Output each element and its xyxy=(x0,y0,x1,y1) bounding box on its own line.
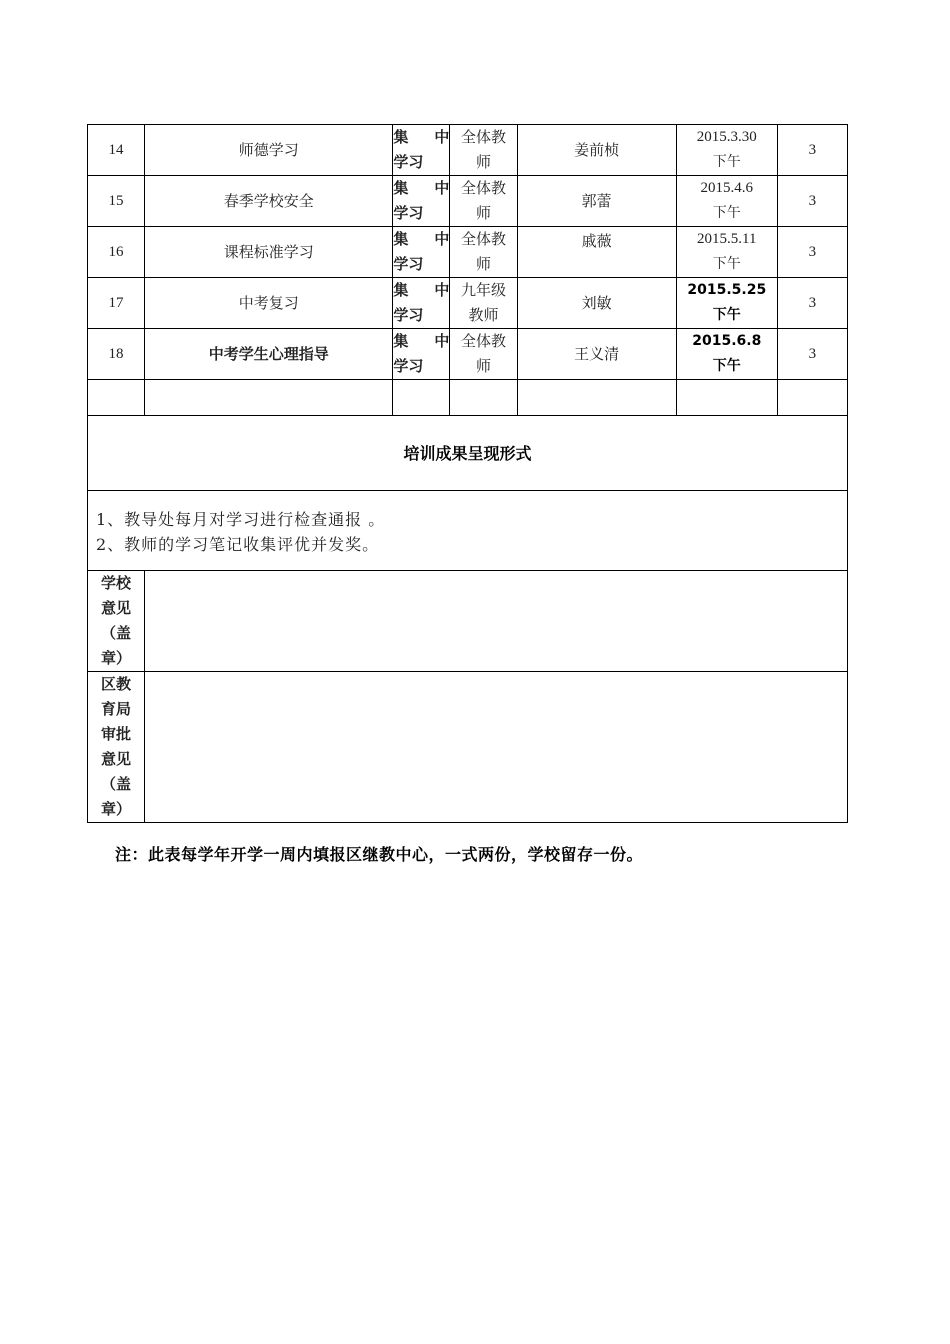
label-line: 章） xyxy=(101,800,132,818)
training-hours: 3 xyxy=(777,125,847,176)
date-line: 2015.3.30 xyxy=(696,129,757,145)
target-line: 全体教 xyxy=(460,230,506,248)
mode-line: 学习 xyxy=(393,306,424,324)
results-content-row xyxy=(88,491,848,571)
mode-line: 学习 xyxy=(393,204,424,222)
target-line: 全体教 xyxy=(460,332,506,350)
training-date xyxy=(676,176,777,227)
results-heading-row xyxy=(88,416,848,491)
training-hours: 3 xyxy=(777,176,847,227)
target-line: 九年级 xyxy=(460,281,506,299)
row-number: 15 xyxy=(88,176,145,227)
training-topic: 中考复习 xyxy=(145,278,393,329)
row-number: 16 xyxy=(88,227,145,278)
time-line: 下午 xyxy=(712,205,741,221)
empty-cell xyxy=(517,380,676,416)
training-mode xyxy=(393,125,450,176)
training-date xyxy=(676,329,777,380)
results-line: 1、教导处每月对学习进行检查通报 。 xyxy=(96,510,386,529)
table-row xyxy=(88,176,848,227)
empty-cell xyxy=(676,380,777,416)
lecturer: 姜前桢 xyxy=(517,125,676,176)
table-row xyxy=(88,227,848,278)
time-line: 下午 xyxy=(712,154,741,170)
training-topic: 师德学习 xyxy=(145,125,393,176)
target-audience xyxy=(450,125,517,176)
lecturer: 王义清 xyxy=(517,329,676,380)
mode-line: 学习 xyxy=(393,153,424,171)
bureau-opinion-field[interactable] xyxy=(145,672,848,823)
lecturer: 刘敏 xyxy=(517,278,676,329)
empty-cell xyxy=(145,380,393,416)
school-opinion-row xyxy=(88,571,848,672)
target-line: 师 xyxy=(475,153,491,171)
date-line: 2015.5.11 xyxy=(697,231,757,247)
label-line: 审批 xyxy=(101,725,132,743)
mode-line: 集 中 xyxy=(393,179,450,197)
training-hours: 3 xyxy=(777,329,847,380)
table-row xyxy=(88,125,848,176)
mode-line: 集 中 xyxy=(393,128,450,146)
training-topic: 中考学生心理指导 xyxy=(145,329,393,380)
mode-line: 集 中 xyxy=(393,230,450,248)
training-mode xyxy=(393,329,450,380)
target-audience xyxy=(450,176,517,227)
footer-note: 注：此表每学年开学一周内填报区继教中心，一式两份，学校留存一份。 xyxy=(115,845,644,864)
school-opinion-field[interactable] xyxy=(145,571,848,672)
date-line: 2015.5.25 xyxy=(687,282,767,298)
training-topic: 课程标准学习 xyxy=(145,227,393,278)
target-line: 教师 xyxy=(468,306,499,324)
target-line: 师 xyxy=(475,255,491,273)
target-audience xyxy=(450,278,517,329)
target-audience xyxy=(450,329,517,380)
training-date xyxy=(676,125,777,176)
row-number: 14 xyxy=(88,125,145,176)
training-hours: 3 xyxy=(777,227,847,278)
table-row xyxy=(88,329,848,380)
label-line: 意见 xyxy=(101,750,132,768)
label-line: （盖 xyxy=(101,624,132,642)
mode-line: 集 中 xyxy=(393,281,450,299)
label-line: （盖 xyxy=(101,775,132,793)
mode-line: 集 中 xyxy=(393,332,450,350)
training-date xyxy=(676,227,777,278)
label-line: 意见 xyxy=(101,599,132,617)
training-date xyxy=(676,278,777,329)
empty-row xyxy=(88,380,848,416)
label-line: 区教 xyxy=(101,675,132,693)
training-mode xyxy=(393,176,450,227)
target-line: 师 xyxy=(475,204,491,222)
target-audience xyxy=(450,227,517,278)
mode-line: 学习 xyxy=(393,255,424,273)
label-line: 育局 xyxy=(101,700,132,718)
school-opinion-label xyxy=(88,571,145,672)
results-content xyxy=(88,491,848,571)
date-line: 2015.6.8 xyxy=(692,333,762,349)
training-schedule-table xyxy=(87,124,848,823)
empty-cell xyxy=(450,380,517,416)
label-line: 章） xyxy=(101,649,132,667)
mode-line: 学习 xyxy=(393,357,424,375)
target-line: 全体教 xyxy=(460,179,506,197)
training-mode xyxy=(393,278,450,329)
empty-cell xyxy=(777,380,847,416)
training-mode xyxy=(393,227,450,278)
label-line: 学校 xyxy=(101,574,132,592)
results-heading: 培训成果呈现形式 xyxy=(88,416,848,491)
lecturer: 郭蕾 xyxy=(517,176,676,227)
empty-cell xyxy=(393,380,450,416)
date-line: 2015.4.6 xyxy=(700,180,754,196)
bureau-opinion-row xyxy=(88,672,848,823)
row-number: 17 xyxy=(88,278,145,329)
lecturer: 戚薇 xyxy=(517,227,676,278)
training-topic: 春季学校安全 xyxy=(145,176,393,227)
target-line: 师 xyxy=(475,357,491,375)
time-line: 下午 xyxy=(712,307,741,323)
empty-cell xyxy=(88,380,145,416)
row-number: 18 xyxy=(88,329,145,380)
bureau-opinion-label xyxy=(88,672,145,823)
time-line: 下午 xyxy=(712,256,741,272)
target-line: 全体教 xyxy=(460,128,506,146)
results-line: 2、教师的学习笔记收集评优并发奖。 xyxy=(96,535,380,554)
time-line: 下午 xyxy=(712,358,741,374)
training-hours: 3 xyxy=(777,278,847,329)
table-row xyxy=(88,278,848,329)
